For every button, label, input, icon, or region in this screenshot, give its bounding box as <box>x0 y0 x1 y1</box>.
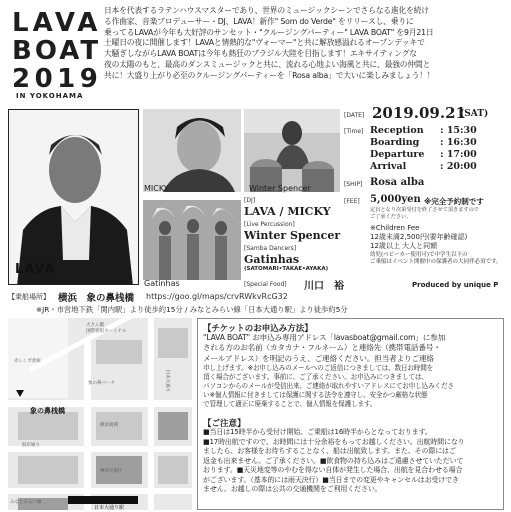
fee-subnote-line: ご了承ください。 <box>370 214 412 221</box>
ticket-line: 申し上げます。※お申し込みのメールへのご返信につきましては、数日お時間を <box>203 363 434 372</box>
map-label: 象の鼻パーク <box>88 381 115 386</box>
notes-body <box>203 428 501 495</box>
fee-subnote-line: 定員となり次第受付を終了させて頂きますので <box>370 207 479 213</box>
map-label: 海岸通り <box>22 443 40 448</box>
lava-photo-label: LAVA <box>15 262 56 277</box>
location-map[interactable] <box>8 318 192 510</box>
ticket-line: メールアドレス）を明記のうえ、ご連絡ください。担当者よりご連絡 <box>203 353 434 363</box>
intro-line: 共に！大盛り上がり必至のクルージングパーティーを「Rosa alba」で大いに楽しみましょう！！ <box>104 70 435 80</box>
schedule-time: : 20:00 <box>440 161 477 172</box>
boarding-access: ※JR・市営地下鉄「関内駅」より徒歩約15分 / みなとみらい線「日本大通り駅」より徒歩約5分 <box>36 305 348 314</box>
children-fee-title: ※Children Fee <box>370 224 420 232</box>
fee-amount: 5,000yen <box>370 194 421 205</box>
map-building <box>18 456 78 484</box>
ticket-info-box <box>197 318 504 510</box>
children-fee-line: ご乗船はイベント開催中の保護者の大同伴必須です。 <box>370 258 502 265</box>
title-year: 2019 <box>12 64 103 94</box>
event-weekday: (SAT) <box>460 109 489 119</box>
ticket-line: 頂く場合がございます。事前に、ご了承ください。お申込みにつきましては、 <box>203 372 428 381</box>
note-line: おります。■天災地変等のやむを得ない自体が発生した場合、出航を見合わせる場合 <box>203 466 463 475</box>
dj-names: LAVA / MICKY <box>244 205 331 218</box>
map-building <box>158 412 188 440</box>
note-line: ません。お越しの際は公共の交通機関をご利用ください。 <box>203 485 382 494</box>
title-boat: BOAT <box>12 36 102 66</box>
boarding-place: 横浜 象の鼻桟橋 <box>58 293 135 304</box>
map-road <box>84 338 91 510</box>
note-line: がございます。（基本的には雨天決行）■当日までの変更やキャンセルはお受けでき <box>203 475 459 484</box>
note-line: ■当日は15時半から受付け開始、ご乗船は16時半からとなっております。 <box>203 428 432 436</box>
schedule-label: Reception <box>370 125 424 136</box>
note-line: ■17時出航ですので、お時間には十分余裕をもってお越しください。出航時間になり <box>203 437 465 446</box>
children-fee <box>370 224 502 266</box>
samba-tag: [Samba Dancers] <box>244 245 297 252</box>
event-date: 2019.09.21 <box>372 104 466 122</box>
intro-line: 大騒ぎしながらLAVA BOATは今年も熱狂のブラジル大陸を目指します！エキサイティングな <box>104 49 417 58</box>
schedule-label: Arrival <box>370 161 407 172</box>
map-station-bar <box>68 496 138 504</box>
dj-tag: [DJ] <box>244 197 256 204</box>
children-fee-line: 12歳未満2,500円(要年齢確認) <box>370 233 468 242</box>
notes-heading: 【ご注意】 <box>203 419 246 429</box>
intro-line: 乗ってるLAVAが今年も大好評のサンセット・"クルージングパーティー" LAVA BOAT" を9月21日 <box>104 27 434 37</box>
ticket-body <box>203 333 501 409</box>
boarding-map-link[interactable]: https://goo.gl/maps/crvRWkvRcG32 <box>146 292 288 301</box>
schedule-time: : 15:30 <box>440 125 477 136</box>
ticket-line: される方のお名前（カタカナ・フルネーム）と連絡先（携帯電話番号・ <box>203 343 441 353</box>
note-line: ましたら、お客様をお待ちすることなく、船は出航致します。また、その際にはご <box>203 447 456 456</box>
food-tag: [Special Food] <box>244 281 287 288</box>
title-lava: LAVA <box>12 8 102 38</box>
map-label: 大さん橋 <box>86 323 104 328</box>
map-building <box>158 456 188 484</box>
pier-marker-icon <box>16 390 24 397</box>
gatinhas-photo <box>143 200 241 280</box>
date-tag: [DATE] <box>344 112 365 119</box>
intro-line: る作曲家、音楽プロデューサー・DJ、LAVA！新作" Som do Verde" をリリースし、乗りに <box>104 16 414 26</box>
map-label: 横浜税関 <box>100 423 118 428</box>
fee-tag: [FEE] <box>344 198 360 205</box>
schedule-label: Departure <box>370 149 425 160</box>
ticket-heading: 【チケットのお申込み方法】 <box>203 324 313 334</box>
perc-name: Winter Spencer <box>244 229 341 242</box>
spencer-photo <box>244 109 340 192</box>
ship-name: Rosa alba <box>370 177 425 188</box>
gatinhas-caption: Gatinhas <box>144 279 180 288</box>
map-station-label: 日本大通り駅 <box>94 505 125 510</box>
map-label: 国際客船ターミナル <box>86 329 127 334</box>
map-road <box>8 488 192 494</box>
note-line: 返金も出来ません。ご了承ください。■飲食物の持ち込みはご遠慮させていただいて <box>203 456 464 465</box>
lava-photo <box>8 109 139 285</box>
map-road <box>148 318 154 510</box>
intro-line: 日本を代表するラテンハウスマスターであり、世界のミュージックシーンでさらなる進化を続け <box>104 6 429 15</box>
intro-paragraph <box>104 6 506 81</box>
produced-by: Produced by unique P <box>412 281 499 289</box>
fee-subnote <box>370 207 479 221</box>
spencer-caption: Winter Spencer <box>249 184 311 193</box>
schedule-label: Boarding <box>370 137 420 148</box>
schedule-time: : 17:00 <box>440 149 477 160</box>
map-label: 日本大通り <box>164 369 170 393</box>
map-label: みなとみらい線 <box>10 500 42 505</box>
ship-tag: [SHIP] <box>344 181 363 188</box>
map-label: 神奈川県庁 <box>100 469 123 474</box>
children-fee-line: 幼児(ベビーカー使用可)で中学生以下の <box>370 251 468 258</box>
map-building <box>96 340 142 364</box>
fee-note: ※完全予約制です <box>424 197 484 206</box>
samba-members: (SATOMARI•TAKAE•AYAKA) <box>244 266 329 272</box>
micky-caption: MICKY <box>144 184 169 193</box>
children-fee-line: 12歳以上 大人と同額 <box>370 242 438 251</box>
map-pier-label: 象の鼻桟橋 <box>30 407 65 415</box>
boarding-tag: 【乗船場所】 <box>8 293 50 301</box>
ticket-line: パソコンからのメールが受信出来、ご連絡が取れやすいアドレスにてお申し込みくださ <box>203 381 454 390</box>
food-name: 川口 裕 <box>304 281 344 292</box>
map-building <box>158 328 188 358</box>
intro-line: 土曜日の夜に開催します！LAVAと情熱的な"ヴォーマー"と共に解放感溢れるオープンデッキで <box>104 38 425 48</box>
time-tag: [Time] <box>344 128 364 135</box>
ticket-line: "LAVA BOAT" お申込み専用アドレス「lavasboat@gmail.com」に参加 <box>203 333 446 342</box>
intro-line: 夜の太陽のもと、最高のダンスミュージックと共に、流れる心地よい海風と共に、最強の仲間と <box>104 59 431 69</box>
ticket-line: で管理して適正に廃棄することで、個人情報を保護します。 <box>203 399 377 408</box>
perc-tag: [Live Percussion] <box>244 221 295 228</box>
map-building <box>18 412 78 440</box>
samba-name: Gatinhas <box>244 253 300 266</box>
map-label: 赤レンガ倉庫 <box>14 359 41 364</box>
title-subtitle: IN YOKOHAMA <box>16 92 84 100</box>
micky-photo <box>143 109 241 192</box>
ticket-line: い※個人情報に付きましては保護に関する法令を遵守し、安全かつ厳格な状態 <box>203 390 428 399</box>
schedule-time: : 16:30 <box>440 137 477 148</box>
